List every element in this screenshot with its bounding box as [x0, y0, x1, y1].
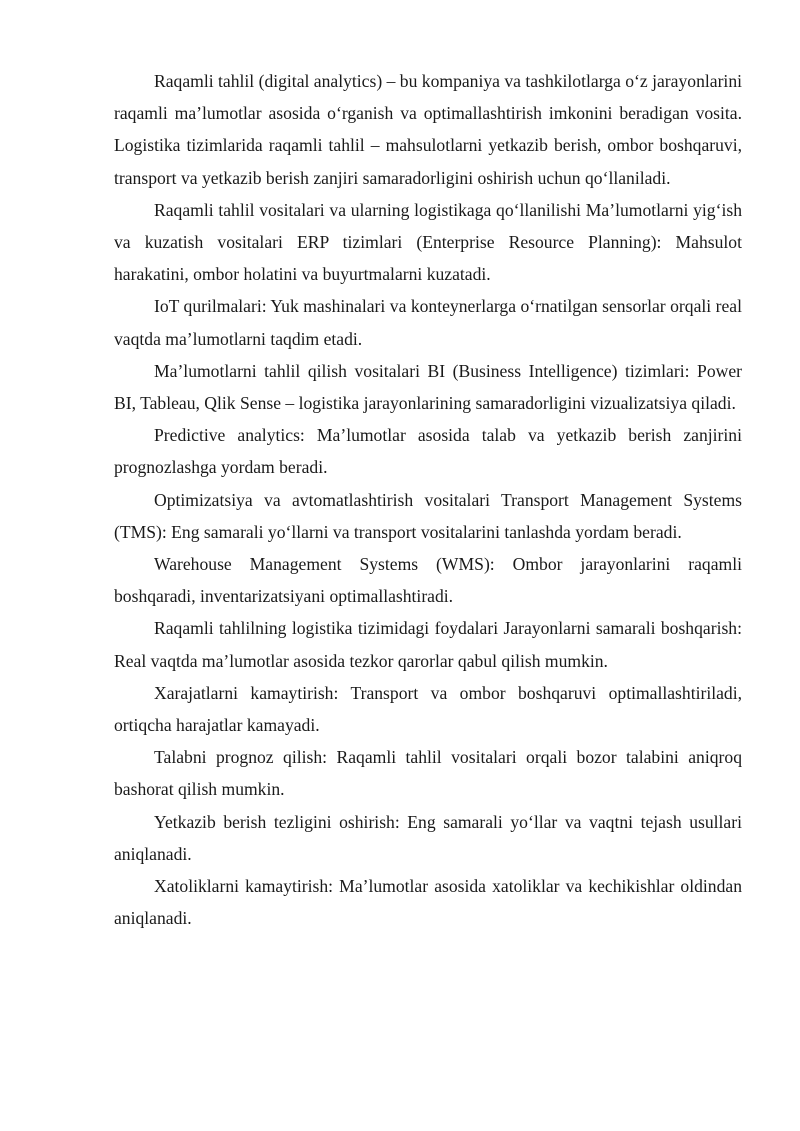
paragraph-predictive-analytics: Predictive analytics: Ma’lumotlar asosida talab va yetkazib berish zanjirini prognozlashga yordam beradi. — [114, 425, 742, 478]
paragraph-data-collection-tools: Raqamli tahlil vositalari va ularning logistikaga qo‘llanilishi Ma’lumotlarni yig‘ish va kuzatish vositalari ERP tizimlari (Enterprise Resource Planning): Mahsulot harakatini, ombor holatini va buyurtmalarni kuzatadi. — [114, 199, 742, 285]
paragraph-demand-forecasting: Talabni prognoz qilish: Raqamli tahlil vositalari orqali bozor talabini aniqroq bashorat qilish mumkin. — [114, 747, 742, 800]
paragraph-delivery-speed: Yetkazib berish tezligini oshirish: Eng samarali yo‘llar va vaqtni tejash usullari aniqlanadi. — [114, 811, 742, 864]
paragraph-bi-tools: Ma’lumotlarni tahlil qilish vositalari BI (Business Intelligence) tizimlari: Power BI, Tableau, Qlik Sense – logistika jarayonlarining samaradorligini vizualizatsiya qiladi. — [114, 360, 742, 414]
paragraph-iot-devices: IoT qurilmalari: Yuk mashinalari va konteynerlarga o‘rnatilgan sensorlar orqali real vaqtda ma’lumotlarni taqdim etadi. — [114, 296, 742, 349]
paragraph-tms: Optimizatsiya va avtomatlashtirish vositalari Transport Management Systems (TMS): Eng samarali yo‘llarni va transport vositalarini tanlashda yordam beradi. — [114, 489, 742, 542]
paragraph-benefits-process-management: Raqamli tahlilning logistika tizimidagi foydalari Jarayonlarni samarali boshqarish: Real vaqtda ma’lumotlar asosida tezkor qarorlar qabul qilish mumkin. — [114, 618, 742, 671]
paragraph-error-reduction: Xatoliklarni kamaytirish: Ma’lumotlar asosida xatoliklar va kechikishlar oldindan aniqlanadi. — [114, 876, 742, 929]
paragraph-digital-analytics-intro: Raqamli tahlil (digital analytics) – bu kompaniya va tashkilotlarga o‘z jarayonlarini raqamli ma’lumotlar asosida o‘rganish va optimallashtirish imkonini beradigan vosita. Logistika tizimlarida raqamli tahlil – mahsulotlarni yetkazib berish, ombor boshqaruvi, transport va yetkazib berish zanjiri samaradorligini oshirish uchun qo‘llaniladi. — [114, 71, 742, 188]
paragraph-wms: Warehouse Management Systems (WMS): Ombor jarayonlarini raqamli boshqaradi, inventarizatsiyani optimallashtiradi. — [114, 554, 742, 607]
paragraph-cost-reduction: Xarajatlarni kamaytirish: Transport va ombor boshqaruvi optimallashtiriladi, ortiqcha harajatlar kamayadi. — [114, 682, 742, 736]
document-page — [114, 65, 742, 934]
